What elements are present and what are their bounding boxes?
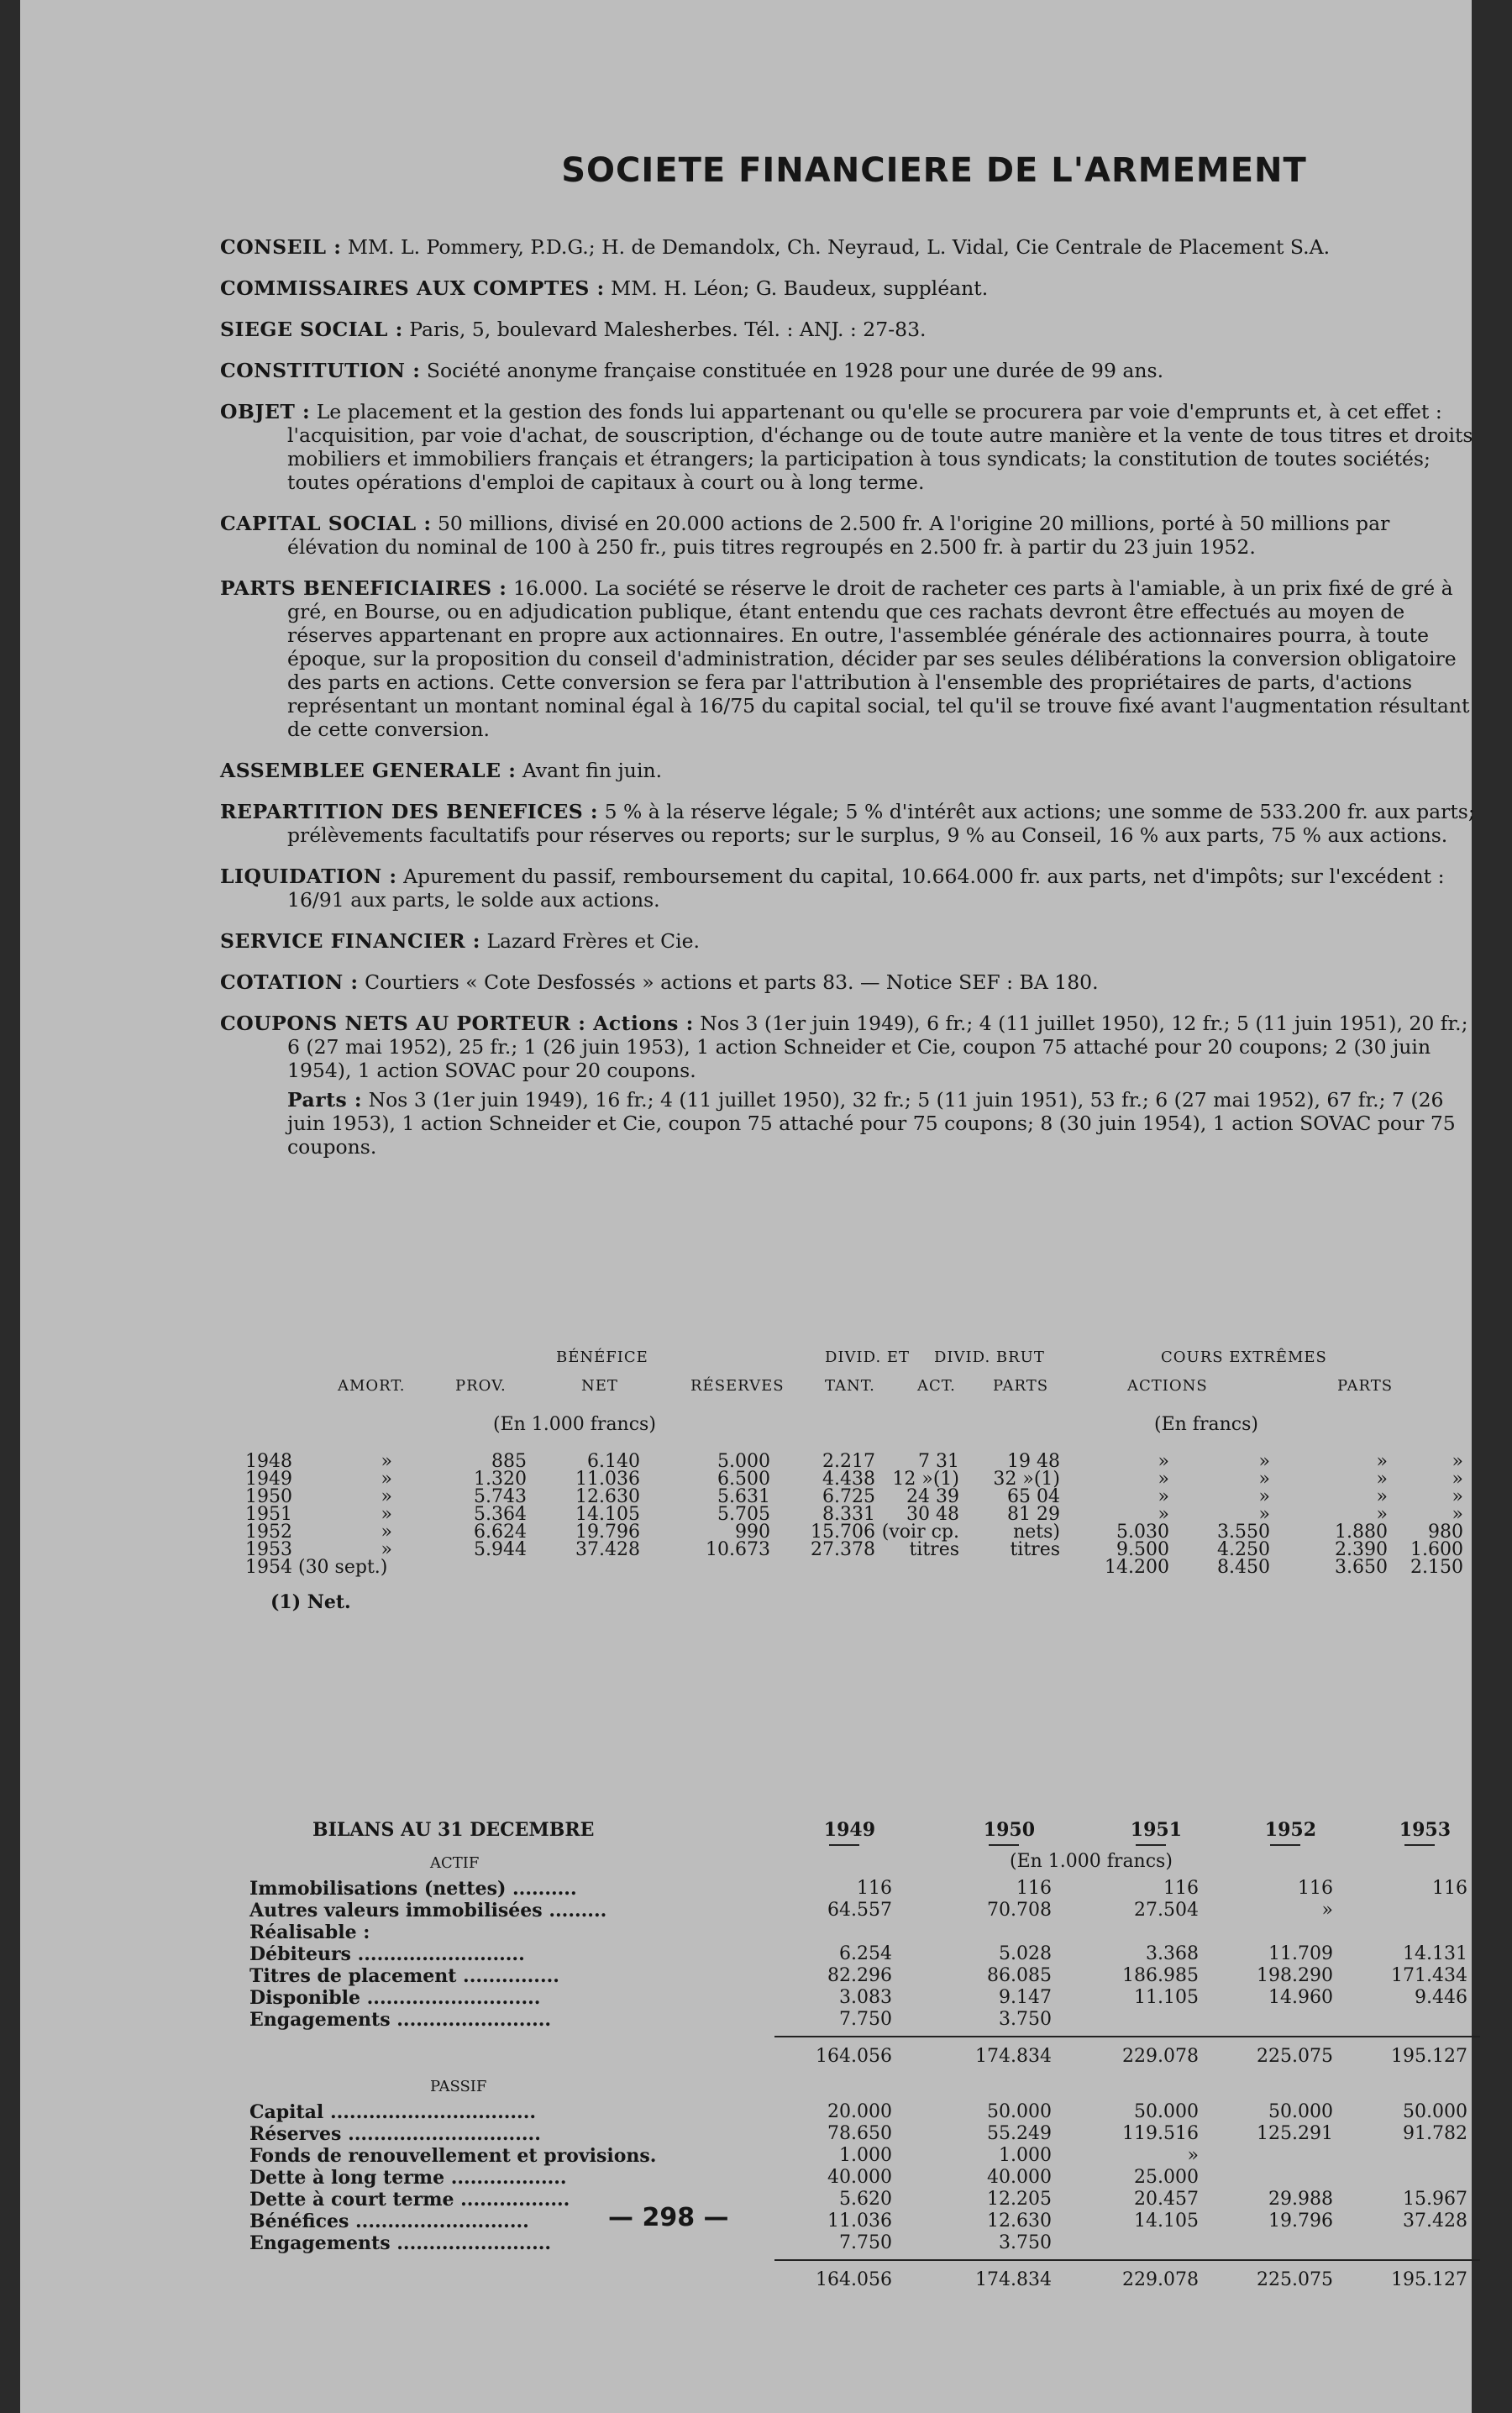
line-label: Fonds de renouvellement et provisions. xyxy=(249,2145,657,2167)
row-year: 1949 xyxy=(245,1469,292,1490)
cell-c1: 5.030 xyxy=(1116,1522,1169,1543)
cell-amort: » xyxy=(381,1504,392,1525)
section-label: COUPONS NETS AU PORTEUR : Actions : xyxy=(220,1012,694,1035)
line-value: 50.000 xyxy=(987,2101,1052,2122)
cell-res: 6.500 xyxy=(717,1469,770,1490)
line-value: 86.085 xyxy=(987,1965,1052,1986)
line-value: 40.000 xyxy=(827,2167,892,2188)
cell-c3: » xyxy=(1376,1486,1388,1507)
cell-div: 4.438 xyxy=(822,1469,875,1490)
line-label: Capital ................................ xyxy=(249,2101,537,2123)
line-value: 20.000 xyxy=(827,2101,892,2122)
total-rule xyxy=(774,2036,1480,2037)
cell-prov: 5.944 xyxy=(474,1539,527,1560)
line-value: 7.750 xyxy=(839,2009,892,2030)
line-value: 27.504 xyxy=(1134,1900,1199,1921)
section-text: Apurement du passif, remboursement du capital, 10.664.000 fr. aux parts, net d'impôts; sur l'excédent : 16/91 aux parts, le solde aux actions. xyxy=(287,865,1445,912)
section-text: 50 millions, divisé en 20.000 actions de 2.500 fr. A l'origine 20 millions, porté à 50 millions par élévation du nominal de 100 à 250 fr., puis titres regroupés en 2.500 fr. à partir du 23 juin 1952. xyxy=(287,512,1390,559)
unit-label: (En francs) xyxy=(1154,1414,1258,1435)
passif-total: 225.075 xyxy=(1257,2269,1333,2290)
cell-prov: 5.364 xyxy=(474,1504,527,1525)
section-label: ASSEMBLEE GENERALE : xyxy=(220,759,517,782)
section-text: 16.000. La société se réserve le droit de racheter ces parts à l'amiable, à un prix fixé de gré à gré, en Bourse, ou en adjudication publique, étant entendu que ces rachats devront être effectués au moyen de réserves appartenant en propre aux actionnaires. En outre, l'assemblée générale des actionnaires pourra, à toute époque, sur la proposition du conseil d'administration, décider par ses seules délibérations la conversion obligatoire des parts en actions. Cette conversion se fera par l'attribution à l'ensemble des propriétaires de parts, d'actions représentant un montant nominal égal à 16/75 du capital social, tel qu'il se trouve fixé avant l'augmentation résultant de cette conversion. xyxy=(287,576,1470,741)
cell-div: 15.706 xyxy=(811,1522,875,1543)
footnote: (1) Net. xyxy=(270,1591,351,1613)
cell-c3: 1.880 xyxy=(1335,1522,1388,1543)
cell-c2: 4.250 xyxy=(1217,1539,1270,1560)
cell-c1: » xyxy=(1158,1504,1169,1525)
cell-div: 2.217 xyxy=(822,1451,875,1472)
section-text: Paris, 5, boulevard Malesherbes. Tél. : ANJ. : 27-83. xyxy=(409,318,927,341)
year-dash xyxy=(1270,1844,1300,1846)
line-value: 1.000 xyxy=(839,2145,892,2166)
header-actions: ACTIONS xyxy=(1127,1377,1208,1395)
section-text: Le placement et la gestion des fonds lui appartenant ou qu'elle se procurera par voie d'emprunts et, à cet effet : l'acquisition, par voie d'achat, de souscription, d'échange ou de toute autre manière et la vente de tous titres et droits mobiliers et immobiliers français et étrangers; la participation à tous syndicats; la constitution de toutes sociétés; toutes opérations d'emploi de capitaux à court ou à long terme. xyxy=(287,400,1473,494)
line-value: 9.147 xyxy=(999,1987,1052,2008)
line-value: 7.750 xyxy=(839,2232,892,2253)
line-label: Débiteurs .......................... xyxy=(249,1943,525,1965)
line-value: 64.557 xyxy=(827,1900,892,1921)
line-value: 19.796 xyxy=(1268,2211,1333,2232)
year-dash xyxy=(989,1844,1019,1846)
section-text: MM. H. Léon; G. Baudeux, suppléant. xyxy=(611,276,989,300)
line-value: 3.083 xyxy=(839,1987,892,2008)
cell-parts: 81 29 xyxy=(1007,1504,1060,1525)
line-value: 116 xyxy=(1016,1878,1052,1899)
section-text: MM. L. Pommery, P.D.G.; H. de Demandolx, Ch. Neyraud, L. Vidal, Cie Centrale de Placement S.A. xyxy=(347,235,1331,259)
section-text: Société anonyme française constituée en 1928 pour une durée de 99 ans. xyxy=(426,359,1164,382)
line-value: 186.985 xyxy=(1122,1965,1199,1986)
unit-label: (En 1.000 francs) xyxy=(493,1414,656,1435)
section-text: Courtiers « Cote Desfossés » actions et parts 83. — Notice SEF : BA 180. xyxy=(365,970,1099,994)
actif-total: 174.834 xyxy=(975,2046,1052,2067)
line-value: 9.446 xyxy=(1415,1987,1467,2008)
year-dash xyxy=(829,1844,859,1846)
line-value: 25.000 xyxy=(1134,2167,1199,2188)
parts-coupons-label: Parts : xyxy=(287,1088,363,1112)
section-body xyxy=(220,359,1480,382)
line-value: 50.000 xyxy=(1268,2101,1333,2122)
line-value: 6.254 xyxy=(839,1943,892,1964)
section xyxy=(220,318,1480,341)
cell-parts: nets) xyxy=(1013,1522,1060,1543)
section xyxy=(220,929,1480,953)
cell-net: 19.796 xyxy=(575,1522,640,1543)
section-label: CAPITAL SOCIAL : xyxy=(220,512,432,535)
cell-res: 10.673 xyxy=(706,1539,770,1560)
header-tant: TANT. xyxy=(825,1377,875,1395)
cell-c2: 3.550 xyxy=(1217,1522,1270,1543)
cell-net: 6.140 xyxy=(587,1451,640,1472)
line-value: 20.457 xyxy=(1134,2189,1199,2210)
actif-total: 164.056 xyxy=(816,2046,892,2067)
cell-net: 11.036 xyxy=(575,1469,640,1490)
header-amort: AMORT. xyxy=(338,1377,406,1395)
section-label: REPARTITION DES BENEFICES : xyxy=(220,800,599,823)
year-header: 1950 xyxy=(983,1819,1035,1841)
cell-c1: » xyxy=(1158,1469,1169,1490)
year-header: 1953 xyxy=(1399,1819,1451,1841)
line-value: 91.782 xyxy=(1403,2123,1467,2144)
line-value: 198.290 xyxy=(1257,1965,1333,1986)
cell-parts: 32 »(1) xyxy=(993,1469,1060,1490)
line-value: 55.249 xyxy=(987,2123,1052,2144)
line-label: Autres valeurs immobilisées ......... xyxy=(249,1900,607,1921)
section-body xyxy=(220,970,1480,994)
section-text: Nos 3 (1er juin 1949), 6 fr.; 4 (11 juillet 1950), 12 fr.; 5 (11 juin 1951), 20 fr.; 6 (27 mai 1952), 25 fr.; 1 (26 juin 1953), 1 action Schneider et Cie, coupon 75 attaché pour 20 coupons; 2 (30 juin 1954), 1 action SOVAC pour 20 coupons. xyxy=(287,1012,1468,1082)
cell-parts: 65 04 xyxy=(1007,1486,1060,1507)
header-cours: COURS EXTRÊMES xyxy=(1161,1348,1327,1366)
header-divid_et: DIVID. ET xyxy=(825,1348,911,1366)
row-year: 1950 xyxy=(245,1486,292,1507)
section-body xyxy=(220,235,1480,259)
year-header: 1949 xyxy=(823,1819,875,1841)
section xyxy=(220,512,1480,559)
section-body xyxy=(220,1012,1480,1082)
passif-label: PASSIF xyxy=(430,2078,487,2095)
section-text: Avant fin juin. xyxy=(522,759,663,782)
section xyxy=(220,759,1480,782)
line-label: Bénéfices ........................... xyxy=(249,2211,529,2232)
passif-total: 174.834 xyxy=(975,2269,1052,2290)
line-value: 116 xyxy=(1163,1878,1199,1899)
line-value: 14.105 xyxy=(1134,2211,1199,2232)
cell-c3: » xyxy=(1376,1504,1388,1525)
section xyxy=(220,400,1480,494)
cell-c2: » xyxy=(1258,1486,1270,1507)
page-number: — 298 — xyxy=(608,2203,729,2232)
line-value: 14.960 xyxy=(1268,1987,1333,2008)
line-value: 40.000 xyxy=(987,2167,1052,2188)
cell-amort: » xyxy=(381,1486,392,1507)
line-value: 125.291 xyxy=(1257,2123,1333,2144)
line-value: 11.709 xyxy=(1268,1943,1333,1964)
cell-parts: 19 48 xyxy=(1007,1451,1060,1472)
line-value: 116 xyxy=(1432,1878,1467,1899)
document-page xyxy=(20,0,1475,2413)
line-label: Engagements ........................ xyxy=(249,2232,552,2254)
header-act: ACT. xyxy=(917,1377,956,1395)
section-label: CONSEIL : xyxy=(220,235,342,259)
header-prov: PROV. xyxy=(455,1377,507,1395)
header-benefice: BÉNÉFICE xyxy=(556,1348,648,1366)
cell-c3: 3.650 xyxy=(1335,1557,1388,1578)
cell-c4: » xyxy=(1452,1451,1463,1472)
cell-res: 5.705 xyxy=(717,1504,770,1525)
line-value: » xyxy=(1187,2145,1199,2166)
cell-c1: » xyxy=(1158,1451,1169,1472)
cell-c1: 9.500 xyxy=(1116,1539,1169,1560)
line-value: 15.967 xyxy=(1403,2189,1467,2210)
cell-res: 5.631 xyxy=(717,1486,770,1507)
cell-div: 8.331 xyxy=(822,1504,875,1525)
cell-res: 990 xyxy=(735,1522,770,1543)
cell-c4: » xyxy=(1452,1486,1463,1507)
cell-c4: 980 xyxy=(1428,1522,1463,1543)
row-year: 1948 xyxy=(245,1451,292,1472)
row-year: 1953 xyxy=(245,1539,292,1560)
section-body xyxy=(220,512,1480,559)
parts-coupons-text: Nos 3 (1er juin 1949), 16 fr.; 4 (11 juillet 1950), 32 fr.; 5 (11 juin 1951), 53 fr.; 6 (27 mai 1952), 67 fr.; 7 (26 juin 1953), 1 action Schneider et Cie, coupon 75 attaché pour 75 coupons; 8 (30 juin 1954), 1 action SOVAC pour 75 coupons. xyxy=(287,1088,1456,1159)
year-dash xyxy=(1404,1844,1435,1846)
line-value: 14.131 xyxy=(1403,1943,1467,1964)
row-year: 1951 xyxy=(245,1504,292,1525)
cell-act: 30 48 xyxy=(906,1504,959,1525)
cell-net: 37.428 xyxy=(575,1539,640,1560)
cell-amort: » xyxy=(381,1469,392,1490)
cell-prov: 1.320 xyxy=(474,1469,527,1490)
line-value: 70.708 xyxy=(987,1900,1052,1921)
section xyxy=(220,1012,1480,1082)
section xyxy=(220,235,1480,259)
cell-div: 6.725 xyxy=(822,1486,875,1507)
passif-total: 195.127 xyxy=(1391,2269,1467,2290)
section-label: CONSTITUTION : xyxy=(220,359,421,382)
cell-act: 12 »(1) xyxy=(892,1469,959,1490)
cell-act: (voir cp. xyxy=(881,1522,959,1543)
total-rule xyxy=(774,2259,1480,2261)
line-value: 11.105 xyxy=(1134,1987,1199,2008)
line-value: 1.000 xyxy=(999,2145,1052,2166)
line-value: 3.750 xyxy=(999,2009,1052,2030)
line-value: 11.036 xyxy=(827,2211,892,2232)
cell-c2: » xyxy=(1258,1469,1270,1490)
line-value: » xyxy=(1321,1900,1333,1921)
cell-c4: » xyxy=(1452,1469,1463,1490)
line-value: 50.000 xyxy=(1403,2101,1467,2122)
line-value: 171.434 xyxy=(1391,1965,1467,1986)
sections xyxy=(220,235,1480,1177)
year-header: 1951 xyxy=(1130,1819,1182,1841)
line-label: Titres de placement ............... xyxy=(249,1965,559,1987)
line-value: 37.428 xyxy=(1403,2211,1467,2232)
cell-net: 12.630 xyxy=(575,1486,640,1507)
section-body xyxy=(220,929,1480,953)
line-value: 5.620 xyxy=(839,2189,892,2210)
line-value: 29.988 xyxy=(1268,2189,1333,2210)
actif-total: 195.127 xyxy=(1391,2046,1467,2067)
actif-label: ACTIF xyxy=(430,1854,480,1872)
cell-res: 5.000 xyxy=(717,1451,770,1472)
line-value: 50.000 xyxy=(1134,2101,1199,2122)
parts-coupons xyxy=(220,1088,1480,1159)
section-text: 5 % à la réserve légale; 5 % d'intérêt aux actions; une somme de 533.200 fr. aux parts; prélèvements facultatifs pour réserves ou reports; sur le surplus, 9 % au Conseil, 16 % aux parts, 75 % aux actions. xyxy=(287,800,1475,847)
actif-total: 229.078 xyxy=(1122,2046,1199,2067)
section-body xyxy=(220,276,1480,300)
cell-act: 7 31 xyxy=(918,1451,959,1472)
header-parts: PARTS xyxy=(993,1377,1049,1395)
section xyxy=(220,970,1480,994)
section-label: COTATION : xyxy=(220,970,359,994)
cell-div: 27.378 xyxy=(811,1539,875,1560)
cell-c1: » xyxy=(1158,1486,1169,1507)
line-label: Dette à long terme .................. xyxy=(249,2167,567,2189)
line-value: 119.516 xyxy=(1122,2123,1199,2144)
cell-amort: » xyxy=(381,1522,392,1543)
section-body xyxy=(220,865,1480,912)
section-body xyxy=(220,759,1480,782)
page-title: SOCIETE FINANCIERE DE L'ARMEMENT xyxy=(561,151,1307,190)
cell-prov: 6.624 xyxy=(474,1522,527,1543)
cell-amort: » xyxy=(381,1451,392,1472)
line-value: 116 xyxy=(857,1878,892,1899)
cell-net: 14.105 xyxy=(575,1504,640,1525)
section xyxy=(220,576,1480,741)
actif-total: 225.075 xyxy=(1257,2046,1333,2067)
year-header: 1952 xyxy=(1264,1819,1316,1841)
line-label: Dette à court terme ................. xyxy=(249,2189,570,2211)
cell-c4: » xyxy=(1452,1504,1463,1525)
line-label: Engagements ........................ xyxy=(249,2009,552,2031)
header-net: NET xyxy=(581,1377,618,1395)
section-body xyxy=(220,400,1480,494)
line-label: Réalisable : xyxy=(249,1921,370,1943)
year-dash xyxy=(1136,1844,1166,1846)
section xyxy=(220,800,1480,847)
cell-parts: titres xyxy=(1010,1539,1060,1560)
line-value: 116 xyxy=(1298,1878,1333,1899)
line-value: 5.028 xyxy=(999,1943,1052,1964)
header-divid_brut: DIVID. BRUT xyxy=(934,1348,1045,1366)
section-body xyxy=(220,800,1480,847)
cell-c2: » xyxy=(1258,1451,1270,1472)
section-label: PARTS BENEFICIAIRES : xyxy=(220,576,507,600)
line-value: 82.296 xyxy=(827,1965,892,1986)
line-value: 3.368 xyxy=(1146,1943,1199,1964)
cell-act: 24 39 xyxy=(906,1486,959,1507)
line-value: 3.750 xyxy=(999,2232,1052,2253)
section-body xyxy=(220,318,1480,341)
header-parts2: PARTS xyxy=(1337,1377,1394,1395)
section xyxy=(220,359,1480,382)
section xyxy=(220,276,1480,300)
cell-amort: » xyxy=(381,1539,392,1560)
line-label: Réserves .............................. xyxy=(249,2123,541,2145)
cell-c4: 2.150 xyxy=(1410,1557,1463,1578)
bilans-title: BILANS AU 31 DECEMBRE xyxy=(312,1819,595,1841)
cell-c3: » xyxy=(1376,1469,1388,1490)
cell-c4: 1.600 xyxy=(1410,1539,1463,1560)
header-reserves: RÉSERVES xyxy=(690,1377,785,1395)
line-value: 12.630 xyxy=(987,2211,1052,2232)
bilans-unit: (En 1.000 francs) xyxy=(1010,1851,1173,1872)
section xyxy=(220,865,1480,912)
cell-c3: 2.390 xyxy=(1335,1539,1388,1560)
cell-prov: 5.743 xyxy=(474,1486,527,1507)
line-value: 78.650 xyxy=(827,2123,892,2144)
section-body xyxy=(220,576,1480,741)
section-label: SIEGE SOCIAL : xyxy=(220,318,403,341)
section-label: COMMISSAIRES AUX COMPTES : xyxy=(220,276,605,300)
section-text: Lazard Frères et Cie. xyxy=(486,929,701,953)
cell-c3: » xyxy=(1376,1451,1388,1472)
cell-c1: 14.200 xyxy=(1105,1557,1169,1578)
cell-act: titres xyxy=(909,1539,959,1560)
row-year: 1954 (30 sept.) xyxy=(245,1557,388,1578)
section-label: LIQUIDATION : xyxy=(220,865,397,888)
cell-c2: 8.450 xyxy=(1217,1557,1270,1578)
line-label: Disponible ........................... xyxy=(249,1987,541,2009)
cell-prov: 885 xyxy=(491,1451,527,1472)
section-label: OBJET : xyxy=(220,400,311,423)
section-label: SERVICE FINANCIER : xyxy=(220,929,480,953)
passif-total: 229.078 xyxy=(1122,2269,1199,2290)
cell-c2: » xyxy=(1258,1504,1270,1525)
line-label: Immobilisations (nettes) .......... xyxy=(249,1878,577,1900)
passif-total: 164.056 xyxy=(816,2269,892,2290)
row-year: 1952 xyxy=(245,1522,292,1543)
line-value: 12.205 xyxy=(987,2189,1052,2210)
